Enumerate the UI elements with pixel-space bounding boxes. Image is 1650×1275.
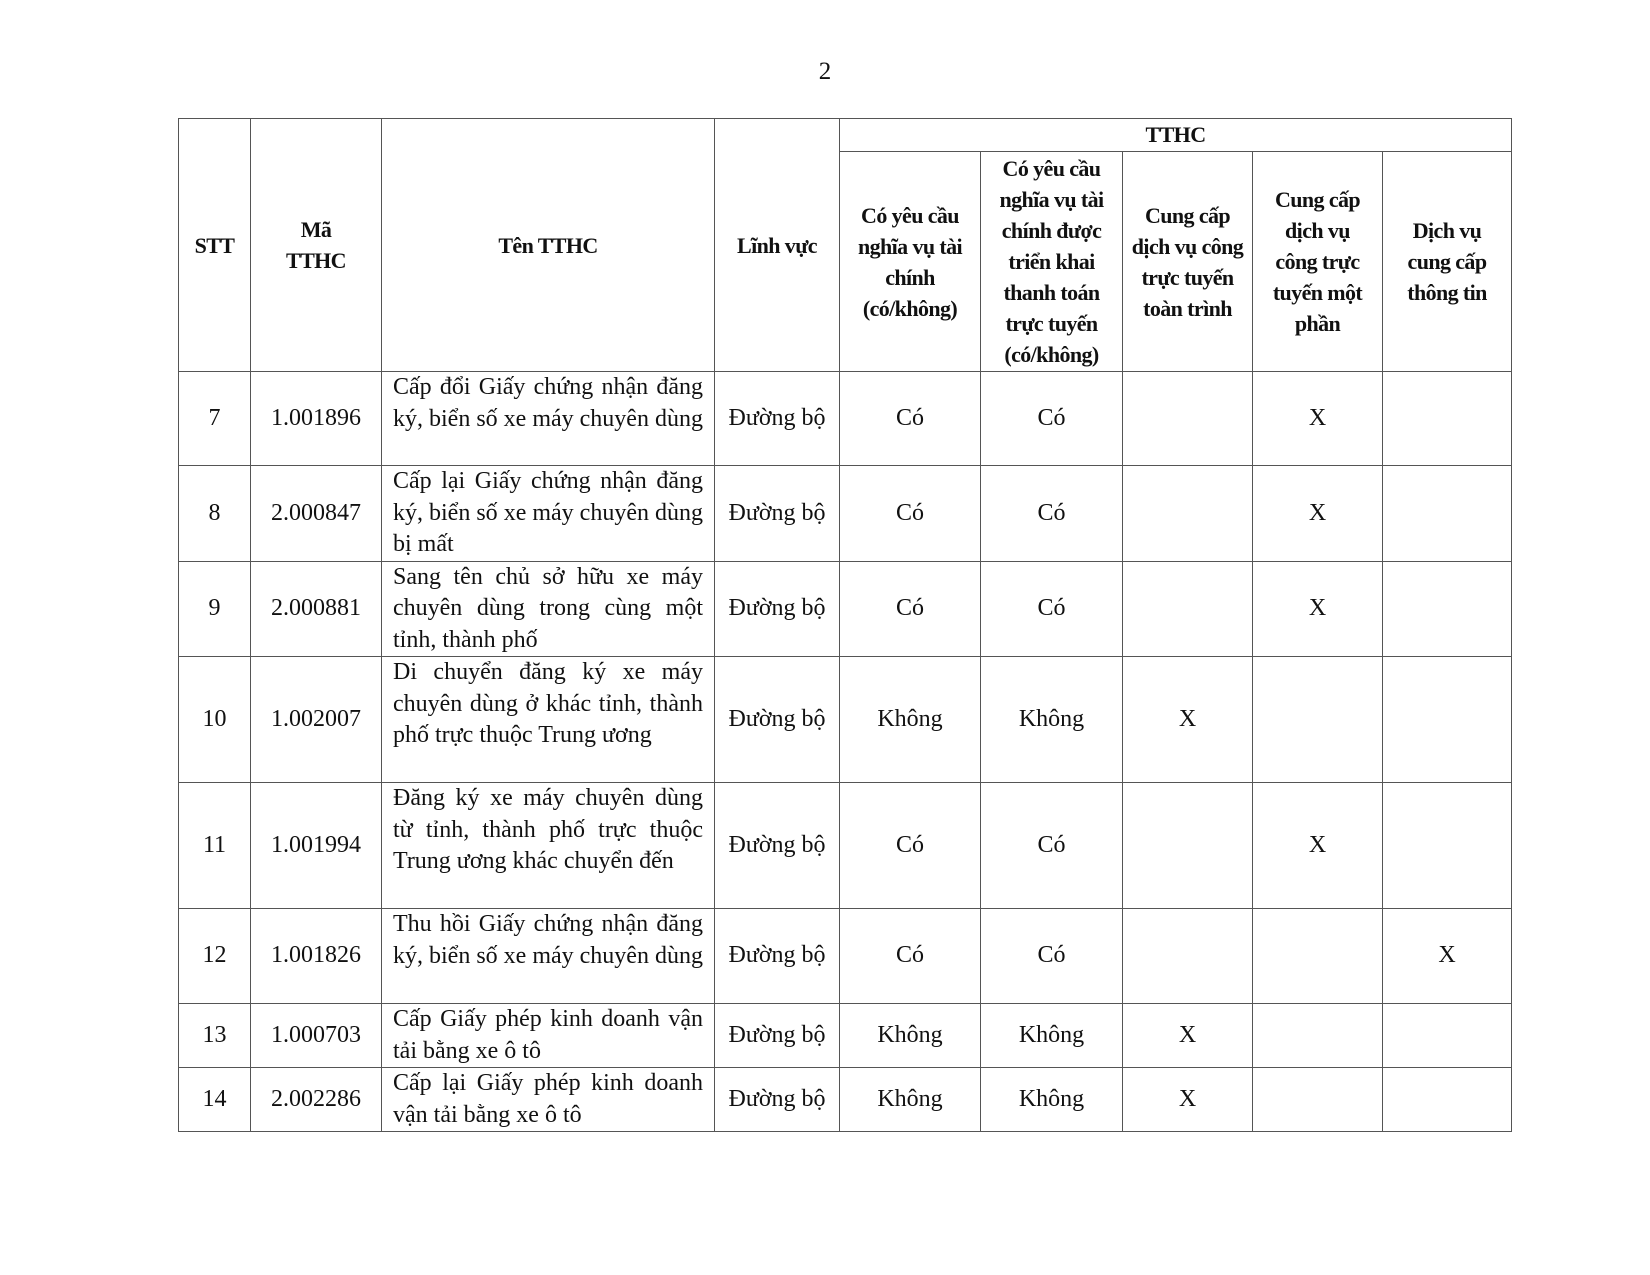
cell-stt: 13: [179, 1004, 251, 1068]
cell-info-service: [1383, 783, 1512, 909]
cell-partial-online: [1253, 657, 1383, 783]
table-row: [179, 561, 1512, 657]
header-name: Tên TTHC: [382, 119, 715, 372]
page-number: 2: [818, 58, 832, 85]
cell-financial: Có: [840, 466, 981, 562]
cell-online-payment: Không: [981, 657, 1123, 783]
cell-partial-online: X: [1253, 783, 1383, 909]
cell-full-online: [1123, 783, 1253, 909]
cell-financial: Có: [840, 909, 981, 1004]
cell-code: 1.001896: [251, 372, 382, 466]
cell-stt: 9: [179, 561, 251, 657]
table-row: [179, 783, 1512, 909]
cell-name: Cấp lại Giấy chứng nhận đăng ký, biển số xe máy chuyên dùng bị mất: [382, 466, 715, 562]
cell-full-online: [1123, 909, 1253, 1004]
cell-stt: 7: [179, 372, 251, 466]
cell-info-service: [1383, 466, 1512, 562]
header-online-payment: [981, 152, 1123, 372]
cell-info-service: [1383, 657, 1512, 783]
cell-info-service: X: [1383, 909, 1512, 1004]
table-row: [179, 909, 1512, 1004]
cell-code: 1.001826: [251, 909, 382, 1004]
cell-field: Đường bộ: [715, 783, 840, 909]
cell-name: Cấp lại Giấy phép kinh doanh vận tải bằng xe ô tô: [382, 1068, 715, 1132]
cell-stt: 12: [179, 909, 251, 1004]
cell-partial-online: [1253, 1068, 1383, 1132]
cell-code: 2.000881: [251, 561, 382, 657]
header-stt: STT: [179, 119, 251, 372]
header-full-online: [1123, 152, 1253, 372]
cell-full-online: [1123, 372, 1253, 466]
cell-online-payment: Không: [981, 1068, 1123, 1132]
cell-name: Đăng ký xe máy chuyên dùng từ tỉnh, thành phố trực thuộc Trung ương khác chuyển đến: [382, 783, 715, 909]
cell-name: Cấp đổi Giấy chứng nhận đăng ký, biển số xe máy chuyên dùng: [382, 372, 715, 466]
header-group-tthc: TTHC: [840, 119, 1512, 152]
cell-info-service: [1383, 561, 1512, 657]
header-info-service: [1383, 152, 1512, 372]
cell-online-payment: Có: [981, 783, 1123, 909]
cell-code: 1.000703: [251, 1004, 382, 1068]
cell-field: Đường bộ: [715, 372, 840, 466]
cell-full-online: [1123, 466, 1253, 562]
cell-online-payment: Có: [981, 466, 1123, 562]
cell-field: Đường bộ: [715, 466, 840, 562]
cell-partial-online: [1253, 909, 1383, 1004]
cell-full-online: X: [1123, 657, 1253, 783]
cell-financial: Không: [840, 1068, 981, 1132]
cell-info-service: [1383, 1068, 1512, 1132]
cell-online-payment: Có: [981, 561, 1123, 657]
cell-stt: 10: [179, 657, 251, 783]
cell-partial-online: X: [1253, 466, 1383, 562]
cell-code: 1.002007: [251, 657, 382, 783]
cell-stt: 11: [179, 783, 251, 909]
cell-online-payment: Có: [981, 372, 1123, 466]
cell-name: Cấp Giấy phép kinh doanh vận tải bằng xe ô tô: [382, 1004, 715, 1068]
cell-field: Đường bộ: [715, 657, 840, 783]
table-row: [179, 1068, 1512, 1132]
header-code: [251, 119, 382, 372]
procedures-table: [178, 118, 1512, 1132]
cell-stt: 14: [179, 1068, 251, 1132]
cell-name: Thu hồi Giấy chứng nhận đăng ký, biển số xe máy chuyên dùng: [382, 909, 715, 1004]
cell-partial-online: X: [1253, 561, 1383, 657]
cell-financial: Có: [840, 561, 981, 657]
header-field: Lĩnh vực: [715, 119, 840, 372]
header-code-label: Mã TTHC: [286, 217, 346, 273]
cell-online-payment: Có: [981, 909, 1123, 1004]
header-online-payment-label: Có yêu cầu nghĩa vụ tài chính được triển khai thanh toán trực tuyến (có/không): [999, 156, 1104, 367]
cell-field: Đường bộ: [715, 909, 840, 1004]
cell-field: Đường bộ: [715, 561, 840, 657]
cell-full-online: X: [1123, 1068, 1253, 1132]
cell-full-online: X: [1123, 1004, 1253, 1068]
cell-financial: Không: [840, 1004, 981, 1068]
header-full-online-label: Cung cấp dịch vụ công trực tuyến toàn trình: [1131, 202, 1244, 321]
cell-info-service: [1383, 372, 1512, 466]
table-row: [179, 466, 1512, 562]
header-partial-online: [1253, 152, 1383, 372]
cell-code: 1.001994: [251, 783, 382, 909]
header-partial-online-label: Cung cấp dịch vụ công trực tuyến một phần: [1272, 187, 1363, 336]
cell-name: Di chuyển đăng ký xe máy chuyên dùng ở khác tỉnh, thành phố trực thuộc Trung ương: [382, 657, 715, 783]
cell-online-payment: Không: [981, 1004, 1123, 1068]
cell-full-online: [1123, 561, 1253, 657]
cell-code: 2.000847: [251, 466, 382, 562]
cell-field: Đường bộ: [715, 1068, 840, 1132]
header-financial: [840, 152, 981, 372]
cell-financial: Có: [840, 783, 981, 909]
cell-partial-online: [1253, 1004, 1383, 1068]
cell-stt: 8: [179, 466, 251, 562]
header-info-service-label: Dịch vụ cung cấp thông tin: [1407, 218, 1487, 305]
cell-field: Đường bộ: [715, 1004, 840, 1068]
table-row: [179, 1004, 1512, 1068]
header-financial-label: Có yêu cầu nghĩa vụ tài chính (có/không): [857, 202, 963, 321]
cell-partial-online: X: [1253, 372, 1383, 466]
cell-financial: Không: [840, 657, 981, 783]
cell-name: Sang tên chủ sở hữu xe máy chuyên dùng trong cùng một tỉnh, thành phố: [382, 561, 715, 657]
cell-info-service: [1383, 1004, 1512, 1068]
cell-financial: Có: [840, 372, 981, 466]
table-row: [179, 372, 1512, 466]
table-row: [179, 657, 1512, 783]
cell-code: 2.002286: [251, 1068, 382, 1132]
